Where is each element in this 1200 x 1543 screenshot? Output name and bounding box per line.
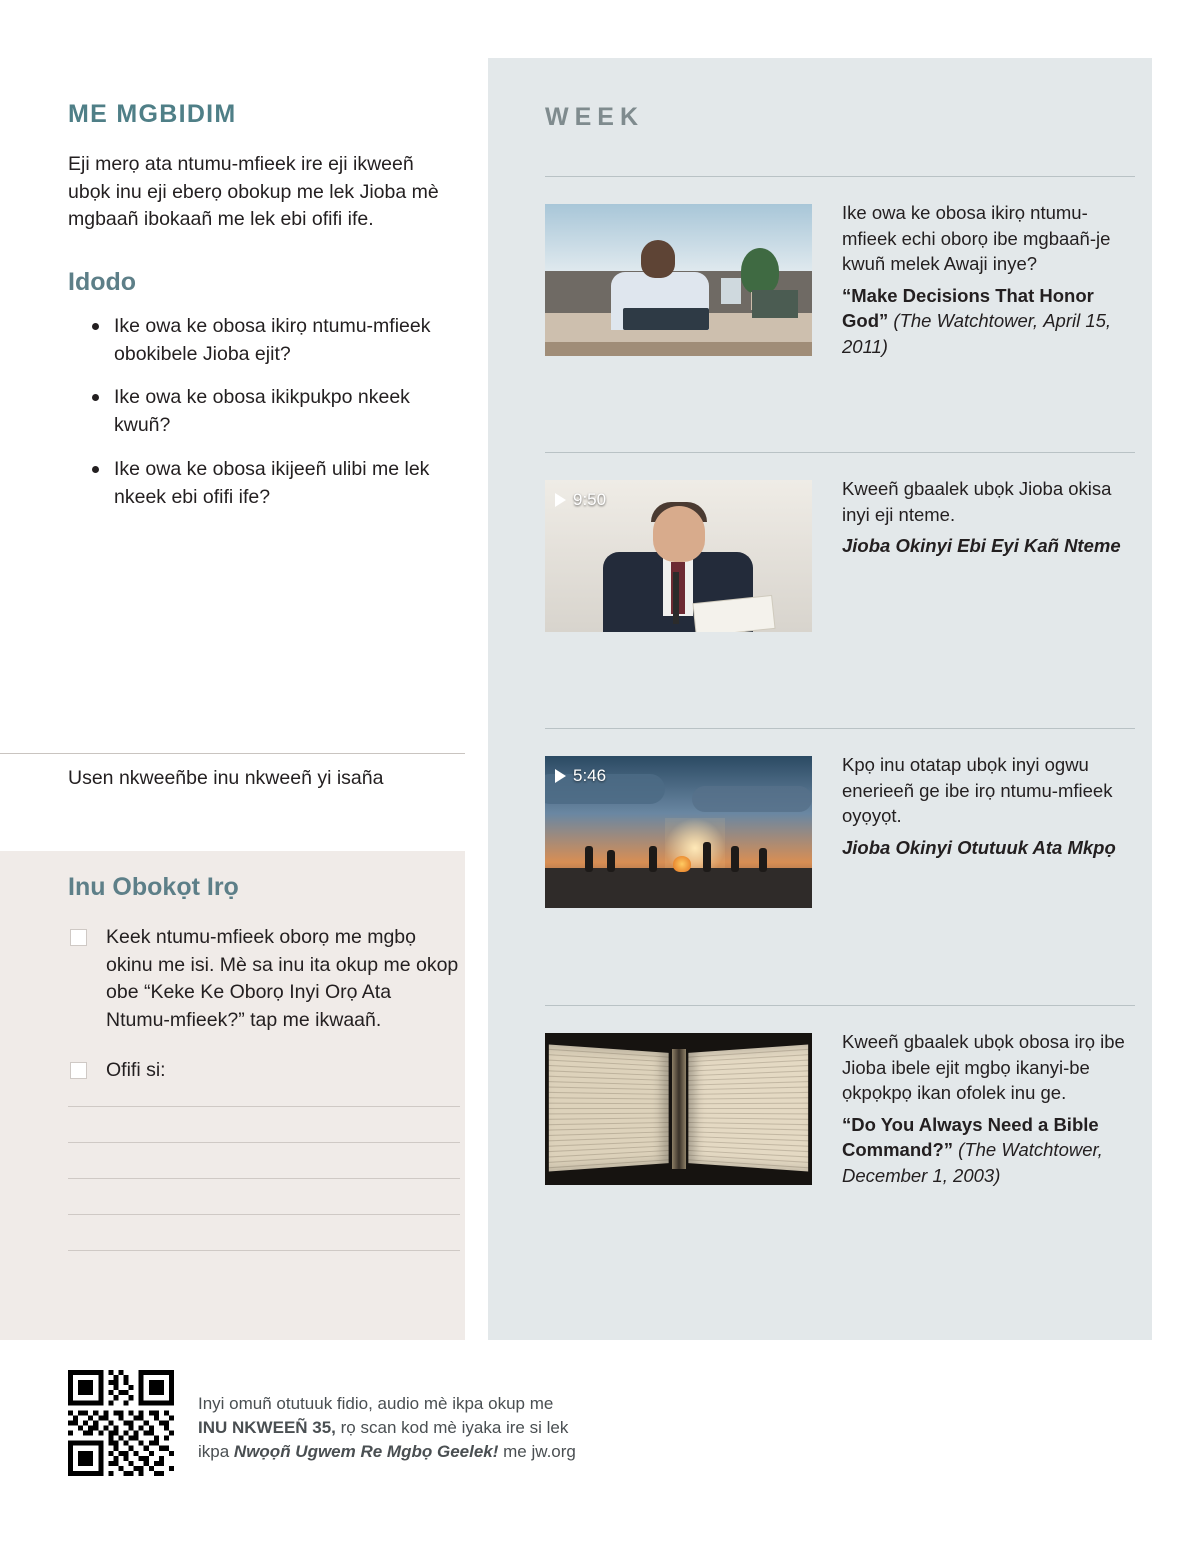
footer-publication-name: Nwọọñ Ugwem Re Mgbọ Geelek! [233,1442,499,1462]
write-line[interactable] [68,1106,460,1107]
man-studying-at-desk-thumbnail[interactable] [545,204,812,356]
footer-line-3-start: ikpa [198,1442,234,1462]
play-icon[interactable] [555,769,566,783]
article-entry-4 [545,1005,1135,1186]
entry-text-4 [842,1029,1135,1194]
write-line[interactable] [68,1142,460,1143]
checklist-item[interactable] [68,924,460,1035]
entry-divider [545,176,1135,177]
article-entry-1 [545,176,1135,357]
footer-line-3-end[interactable]: me jw.org [498,1442,576,1462]
entry-lead: Ike owa ke obosa ikirọ ntumu-mfieek echi oborọ ibe mgbaañ-je kwuñ melek Awaji inye? [842,202,1111,275]
play-icon[interactable] [555,493,566,507]
write-line[interactable] [68,1178,460,1179]
checkbox-icon[interactable] [70,929,87,946]
publication-name: The Watchtower, [964,1139,1103,1161]
checklist-item[interactable] [68,1057,460,1085]
footer-line-3 [198,1440,758,1464]
list-item: Ike owa ke obosa ikirọ ntumu-mfieek obokibele Jioba ejit? [96,313,458,368]
paren-open: ( [958,1139,965,1161]
horizontal-divider [0,753,465,754]
publication-reference [842,283,1135,360]
checklist-item-label: Ofifi si: [106,1058,166,1081]
paren-open: ( [893,310,900,332]
open-bible-thumbnail[interactable] [545,1033,812,1185]
entry-text-3 [842,752,1135,866]
qr-code[interactable] [68,1370,174,1476]
entry-text-2 [842,476,1135,565]
checklist-item-label: Keek ntumu-mfieek oborọ me mgbọ okinu me isi. Mè sa inu ita okup me okop obe “Keke Ke Oborọ Inyi Orọ Ata Ntumu-mfieek?” tap me ikwaañ. [106,926,459,1032]
footer-line-2-rest: rọ scan kod mè iyaka ire si lek [335,1418,569,1438]
publication-name: The Watchtower, [899,310,1039,332]
entry-lead: Kweeñ gbaalek ubọk Jioba okisa inyi eji nteme. [842,478,1112,525]
entry-text-1 [842,200,1135,365]
video-title[interactable]: Jioba Okinyi Ebi Eyi Kañ Nteme [842,535,1121,557]
article-entry-3 [545,728,1135,880]
entry-lead: Kpọ inu otatap ubọk inyi ogwu enerieeñ ge ibe irọ ntumu-mfieek oyọyọt. [842,754,1113,827]
footer-line-2 [198,1416,758,1440]
list-item: Ike owa ke obosa ikikpukpo nkeek kwuñ? [96,384,458,439]
footer-line-1: Inyi omuñ otutuuk fidio, audio mè ikpa okup me [198,1394,554,1413]
speaker-at-podium-thumbnail[interactable] [545,480,812,632]
entry-divider [545,452,1135,453]
video-duration-badge [555,490,606,510]
week-heading: WEEK [545,103,644,131]
entry-lead: Kweeñ gbaalek ubọk obosa irọ ibe Jioba ibele ejit mgbọ ikanyi-be ọkpọkpọ ikan ofolek inu ge. [842,1031,1125,1104]
entry-divider [545,728,1135,729]
idodo-list [68,313,458,511]
write-line[interactable] [68,1214,460,1215]
article-entry-2 [545,452,1135,604]
video-duration: 5:46 [573,766,607,785]
lower-left-content [68,873,460,1286]
footer-note [198,1392,758,1464]
video-duration-badge [555,766,606,786]
writing-lines[interactable] [68,1106,460,1251]
publication-reference [842,1112,1135,1189]
footer-issue-label: INU NKWEEÑ 35, [198,1418,336,1438]
video-title[interactable]: Jioba Okinyi Otutuuk Ata Mkpọ [842,836,1116,858]
mid-note-text: Usen nkweeñbe inu nkweeñ yi isaña [68,767,384,789]
entry-divider [545,1005,1135,1006]
publication-title[interactable]: “Do You Always Need a Bible Command?” [842,1113,1099,1161]
publication-date: April 15, 2011) [842,310,1112,357]
inu-obokot-iro-heading: Inu Obokọt Irọ [68,873,239,901]
idodo-heading: Idodo [68,268,137,297]
intro-paragraph: Eji merọ ata ntumu-mfieek ire eji ikweeñ ubọk inu eji eberọ obokup me lek Jioba mè mgbaañ ibokaañ me lek ebi ofifi ife. [68,153,439,231]
list-item: Ike owa ke obosa ikijeeñ ulibi me lek nkeek ebi ofifi ife? [96,456,458,511]
publication-title[interactable]: “Make Decisions That Honor God” [842,284,1094,332]
checkbox-icon[interactable] [70,1062,87,1079]
video-duration: 9:50 [573,490,607,509]
sunset-gathering-thumbnail[interactable] [545,756,812,908]
write-line[interactable] [68,1250,460,1251]
page-title: ME MGBIDIM [68,100,237,128]
left-column [68,100,458,527]
publication-date: December 1, 2003) [842,1164,1001,1186]
